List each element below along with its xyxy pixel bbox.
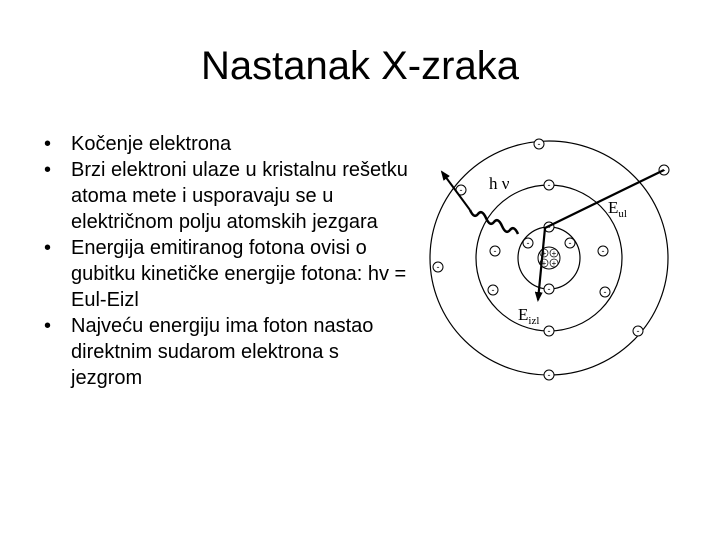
electron-sign: -: [547, 370, 551, 380]
bullet-item: [44, 131, 414, 157]
electron: [633, 326, 643, 336]
slide-title: Nastanak X-zraka: [201, 44, 519, 88]
electron: [544, 284, 554, 294]
electron-sign: -: [603, 287, 607, 297]
energy-in-symbol: E: [608, 198, 619, 217]
bullet-text: Kočenje elektrona: [71, 133, 232, 155]
bullet-text: Energija emitiranog fotona ovisi o gubitku kinetičke energije fotona: hv = Eul-Eizl: [71, 237, 407, 311]
electron: [490, 246, 500, 256]
electron-sign: -: [636, 326, 640, 336]
bullet-item: [44, 157, 414, 235]
bullet-dot: •: [44, 237, 52, 259]
bullet-list: [44, 131, 414, 391]
bullet-dot: •: [44, 133, 52, 155]
bullet-text: Brzi elektroni ulaze u kristalnu rešetku atoma mete i usporavaju se u električnom polju atomskih jezgara: [71, 159, 408, 233]
electron: [598, 246, 608, 256]
electron: [544, 326, 554, 336]
electron-sign: -: [601, 246, 605, 256]
photon-wave: [470, 210, 518, 234]
electron: [544, 370, 554, 380]
photon-label: h ν: [489, 174, 510, 193]
energy-in-subscript: ul: [618, 208, 627, 220]
energy-out-subscript: izl: [528, 315, 540, 327]
bullet-item: [44, 313, 414, 391]
electron-sign: -: [547, 326, 551, 336]
electron: [534, 139, 544, 149]
electron-sign: -: [537, 139, 541, 149]
electron: [544, 180, 554, 190]
proton-sign: +: [551, 249, 557, 258]
electron: [565, 238, 575, 248]
electron-sign: -: [547, 284, 551, 294]
atom-diagram: [400, 130, 720, 390]
bullet-text: Najveću energiju ima foton nastao direktnim sudarom elektrona s jezgrom: [71, 315, 374, 389]
bullet-dot: •: [44, 315, 52, 337]
electron-sign: -: [436, 262, 440, 272]
electron-sign: -: [547, 222, 551, 232]
electron: [488, 285, 498, 295]
energy-out-label: [518, 305, 539, 327]
electron-sign: -: [568, 238, 572, 248]
bullet-item: [44, 235, 414, 313]
proton-sign: +: [541, 259, 547, 268]
electron-sign: -: [547, 180, 551, 190]
energy-out-symbol: E: [518, 305, 529, 324]
energy-in-label: [608, 198, 627, 220]
proton-sign: +: [541, 249, 547, 258]
bullet-dot: •: [44, 159, 52, 181]
electron: [433, 262, 443, 272]
electron-sign: -: [526, 238, 530, 248]
electron-sign: -: [459, 185, 463, 195]
proton-sign: +: [551, 259, 557, 268]
electron-sign: -: [662, 165, 666, 175]
electron: [523, 238, 533, 248]
electron-sign: -: [493, 246, 497, 256]
electron-sign: -: [491, 285, 495, 295]
electron: [600, 287, 610, 297]
